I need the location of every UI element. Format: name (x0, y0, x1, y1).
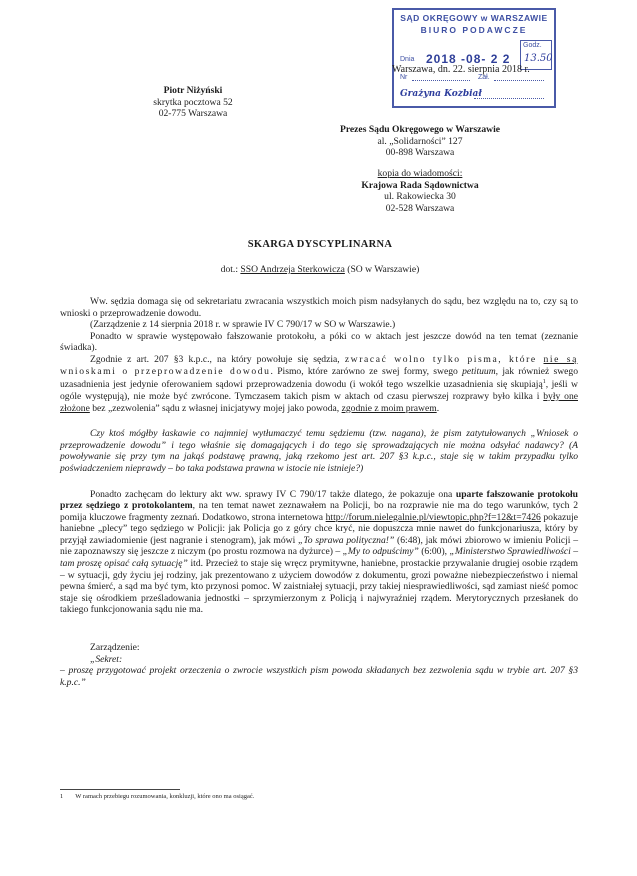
p3-text-d: , jeśli w ogóle występują), nie może być zwrócone. Tymczasem takich pism w aktach od czasu pierwszej rozprawy było kilka i (60, 379, 578, 402)
stamp-attachments-label: Zał. (478, 74, 490, 81)
stamp-office-name: BIURO PODAWCZE (420, 25, 528, 35)
order-label: Zarządzenie: (90, 642, 140, 654)
p5-text-a: Ponadto zachęcam do lektury akt ww. sprawy IV C 790/17 także dlatego, że pokazuje ona (90, 488, 456, 500)
stamp-attachments-line (494, 80, 544, 81)
paragraph-5 (60, 489, 578, 617)
p3-underlined-b: zgodnie z moim prawem (341, 402, 437, 414)
footnote-text: W ramach przebiegu rozumowania, konkluzji, które ono ma osiągać. (75, 793, 255, 800)
registry-stamp (392, 8, 556, 108)
p5-bold: uparte fałszowanie protokołu przez sędziego z protokolantem (60, 488, 578, 512)
document-body (60, 296, 578, 688)
footnote-number: 1 (60, 793, 64, 800)
p5-quote-a: „To sprawa polityczna!” (298, 534, 395, 546)
copy-address-line2: 02-528 Warszawa (385, 202, 455, 214)
p5-text-c: pokazuje haniebne „plecy” tego sędziego w Policji: jak Policja go z góry chce kryć, nie dopuszcza mnie nawet do funkcjonariusza, który by przyjął zawiadomienie (jest nagranie i stenogram), jak mówi (60, 511, 578, 546)
paragraph-1b: (Zarządzenie z 14 sierpnia 2018 r. w sprawie IV C 790/17 w SO w Warszawie.) (90, 319, 396, 331)
p5-text-f: itd. Przecież to staje się wręcz prymitywne, haniebne, prostackie przywalanie drugiej osobie rządem – w sytuacji, gdy życiu jej rodziny, jak prezentowano z użyciem dowodów z dokumentu, grozi poważne niebezpieczeństwo i niemal pewna śmierć, a sąd ma być tym, kto przynosi pomoc. W zaistniałej sytuacji, przy takiej niesprawiedliwości, sąd zamiast nieść pomoc staje się ośrodkiem prześladowania jednostki – sprzymierzonym z Policją i najwyraźniej rządem. Merytorycznych przesłanek do takiego funkcjonowania sądu nie ma. (60, 558, 578, 616)
stamp-time-label: Godz. (523, 42, 542, 49)
paragraph-3 (60, 354, 578, 414)
recipient-address-line1: al. „Solidarności” 127 (377, 135, 463, 147)
footnote-reference[interactable]: 1 (542, 379, 546, 386)
p3-text-f: . (436, 402, 440, 414)
stamp-court-name: SĄD OKRĘGOWY w WARSZAWIE (400, 13, 548, 23)
copy-name: Krajowa Rada Sądownictwa (361, 179, 479, 191)
p3-emphasis-negation: nie są (543, 353, 578, 365)
sender-address-line2: 02-775 Warszawa (158, 108, 228, 120)
paragraph-1: Ww. sędzia domaga się od sekretariatu zwracania wszystkich moich pism nadsyłanych do sądu, bez względu na to, czy są to wnioski o przeprowadzenie dowodu. (60, 296, 578, 319)
p5-text-e: (6:00), (418, 546, 450, 558)
stamp-time-value: 13.50 (524, 53, 553, 64)
place-date: Warszawa, dn. 22. sierpnia 2018 r. (392, 64, 530, 75)
copy-address-line1: ul. Rakowiecka 30 (384, 191, 456, 203)
sender-block (118, 85, 268, 120)
subject-prefix: dot.: (220, 264, 241, 275)
paragraph-2: Ponadto w sprawie występowało fałszowanie protokołu, a póki co w aktach jest jeszcze dowód na ten temat (zeznanie świadka). (60, 330, 578, 354)
copy-label: kopia do wiadomości: (377, 168, 463, 179)
p5-quote-b: „My to odpuścimy” (342, 546, 419, 558)
stamp-number-line (412, 80, 470, 81)
copy-block (310, 168, 530, 214)
p3-emphasis-a: zwracać wolno tylko pisma, które (344, 353, 544, 365)
p3-text-b: . Pismo, które zarówno ze swej formy, swego (270, 365, 463, 377)
stamp-date-label: Dnia (400, 56, 415, 63)
p3-emphasis-b: wnioskami o przeprowadzenie dowodu (60, 365, 271, 377)
paragraph-4: Czy ktoś mógłby łaskawie co najmniej wytłumaczyć temu sędziemu (tzw. nagana), że pism zatytułowanych „Wniosek o przeprowadzenie dowodu” i tego właśnie się domagających i do tego się sprowadzających nie można odsyłać nadawcy? (A powoływanie się przy tym na jakąś podstawę prawną, jaką rzekomo jest art. 207 §3 k.p.c., staje się w takim przypadku tylko poświadczeniem nieprawdy – bo taka podstawa prawna w istocie nie istnieje?) (60, 428, 578, 474)
recipient-block (310, 124, 530, 159)
footnote-rule (60, 789, 180, 790)
stamp-signature-line (474, 98, 544, 99)
stamp-signature: Grażyna Kozbiał (400, 89, 482, 99)
sender-name: Piotr Niżyński (163, 85, 223, 96)
document-title: SKARGA DYSCYPLINARNA (247, 239, 393, 250)
sender-address-line1: skrytka pocztowa 52 (153, 96, 233, 108)
order-line-1: „Sekret: (90, 653, 123, 665)
p3-petitum: petituum (462, 365, 496, 377)
p3-text-c: , jak również swego uzasadnienia jest jedynie oferowaniem sądowi przeprowadzenia dowodu (i wokół tego wszelkie uzasadnienia się skupiają (60, 365, 578, 391)
subject-suffix: (SO w Warszawie) (344, 264, 420, 275)
subject-line (60, 264, 580, 276)
recipient-address-line2: 00-898 Warszawa (385, 147, 455, 159)
stamp-date-value: 2018 -08- 2 2 (426, 52, 511, 66)
p3-underlined-a: były one złożone (60, 390, 578, 414)
p5-quote-c: „Ministerstwo Sprawiedliwości – tam proszę opisać całą sytuację” (60, 546, 578, 570)
p3-text-a: Zgodnie z art. 207 §3 k.p.c., na który powołuje się sędzia, (90, 353, 345, 365)
footnote (60, 793, 578, 801)
forum-link[interactable]: http://forum.nielegalnie.pl/viewtopic.php?f=12&t=7426 (325, 511, 541, 523)
subject-judge: SSO Andrzeja Sterkowicza (240, 264, 345, 275)
recipient-name: Prezes Sądu Okręgowego w Warszawie (339, 124, 501, 135)
p5-text-d: (6:48), jak mówi zbiorowo w imieniu Policji – nie zapoznawszy się jeszcze z niczym (po prostu rozmowa na dyżurce) – (60, 534, 578, 558)
stamp-number-label: Nr (400, 74, 408, 81)
p3-text-e: bez „zezwolenia” sądu z własnej inicjatywy mojej jako powoda, (89, 402, 342, 414)
p5-text-b: , na ten temat nawet zeznawałem na Policji, bo na rozprawie nie ma do tego warunków, tych 2 pomija kluczowe fragmenty zeznań. Dodatkowo, strona internetowa (60, 500, 578, 523)
order-line-2: – proszę przygotować projekt orzeczenia o zwrocie wszystkich pism powoda składanych bez zezwolenia sądu w trybie art. 207 §3 k.p.c.” (60, 665, 578, 688)
